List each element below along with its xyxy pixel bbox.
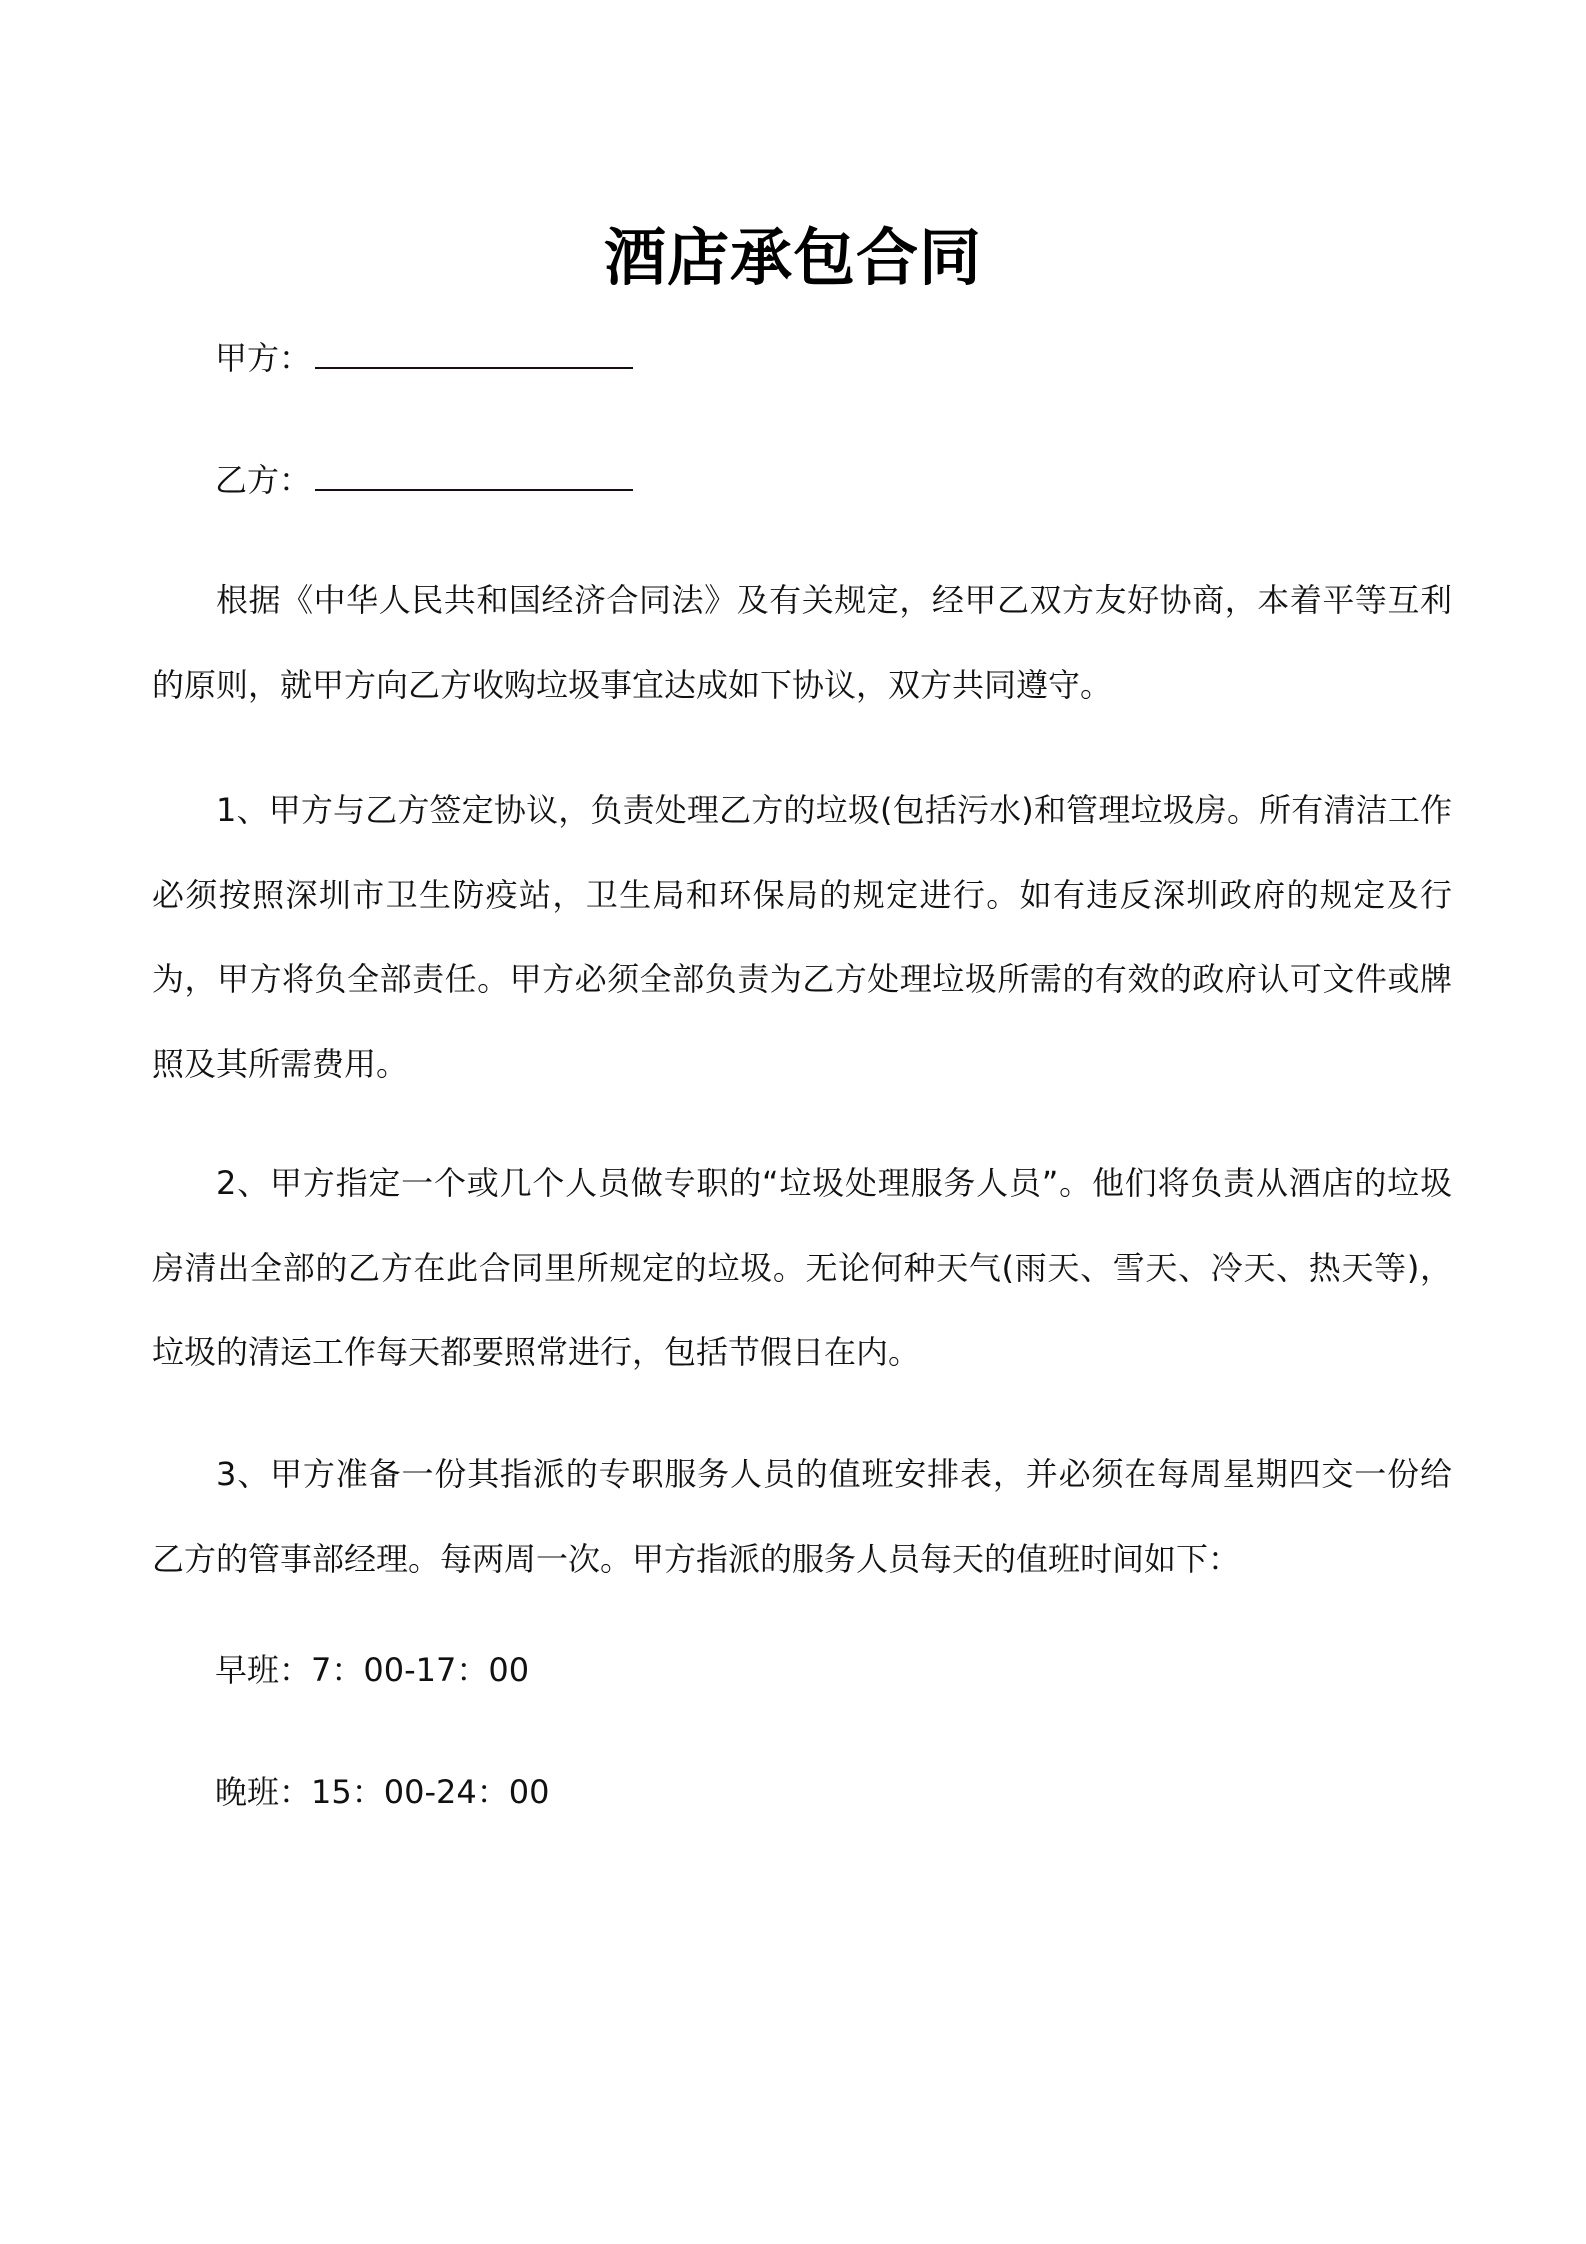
party-a-blank-field[interactable]: [315, 337, 633, 369]
party-b-label: 乙方：: [215, 461, 312, 499]
morning-shift-time: 7：00-17：00: [311, 1651, 530, 1689]
party-b-blank-field[interactable]: [315, 459, 633, 491]
morning-shift-label: 早班：: [215, 1651, 312, 1689]
intro-paragraph: 根据《中华人民共和国经济合同法》及有关规定，经甲乙双方友好协商，本着平等互利的原则，就甲方向乙方收购垃圾事宜达成如下协议，双方共同遵守。: [152, 581, 1452, 704]
clause-3-paragraph: 3、甲方准备一份其指派的专职服务人员的值班安排表，并必须在每周星期四交一份给乙方的管事部经理。每两周一次。甲方指派的服务人员每天的值班时间如下：: [152, 1455, 1452, 1578]
evening-shift-label: 晚班：: [215, 1773, 312, 1811]
evening-shift-time: 15：00-24：00: [311, 1773, 550, 1811]
morning-shift-line: [215, 1648, 529, 1692]
party-a-line: [215, 336, 633, 380]
party-b-line: [215, 458, 633, 502]
clause-2-paragraph: 2、甲方指定一个或几个人员做专职的“垃圾处理服务人员”。他们将负责从酒店的垃圾房清出全部的乙方在此合同里所规定的垃圾。无论何种天气(雨天、雪天、冷天、热天等)，垃圾的清运工作每天都要照常进行，包括节假日在内。: [152, 1164, 1452, 1371]
document-title: 酒店承包合同: [603, 220, 982, 294]
clause-1-paragraph: 1、甲方与乙方签定协议，负责处理乙方的垃圾(包括污水)和管理垃圾房。所有清洁工作必须按照深圳市卫生防疫站，卫生局和环保局的规定进行。如有违反深圳政府的规定及行为，甲方将负全部责任。甲方必须全部负责为乙方处理垃圾所需的有效的政府认可文件或牌照及其所需费用。: [152, 791, 1452, 1083]
evening-shift-line: [215, 1770, 549, 1814]
party-a-label: 甲方：: [215, 339, 312, 377]
